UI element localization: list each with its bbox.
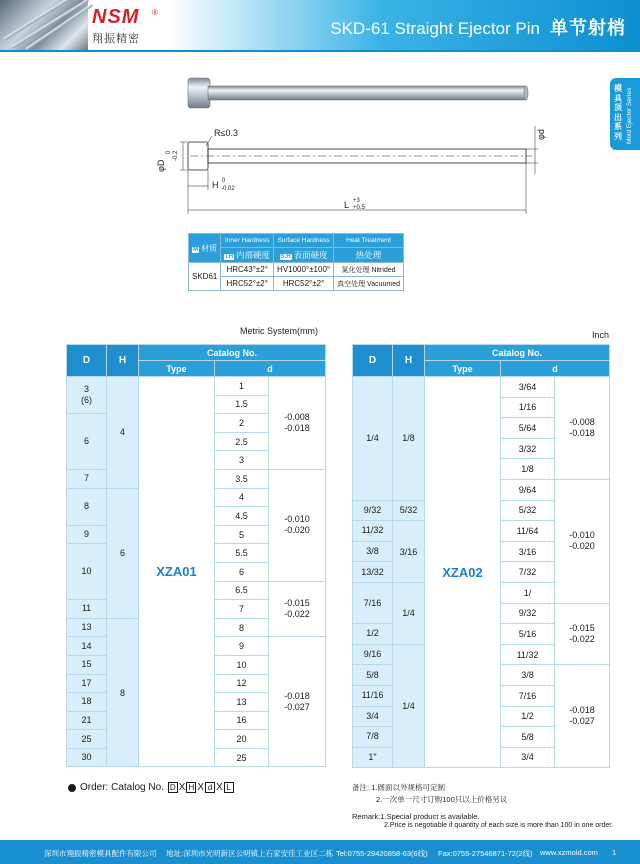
- cell-D: 15: [67, 655, 107, 674]
- order-box-L: L: [224, 782, 234, 793]
- inner-hardness-1: HRC43°±2°: [221, 263, 274, 277]
- cell-D: 7/8: [353, 727, 393, 748]
- cell-d: 3/32: [501, 438, 555, 459]
- footer-tel: Tel:0755-29420858-63(6线): [336, 849, 428, 858]
- cell-d: 5.5: [215, 544, 269, 563]
- metric-catalog-table: [66, 344, 326, 767]
- cell-d: 8: [215, 618, 269, 637]
- cell-D: 14: [67, 637, 107, 656]
- cell-D: 3/4: [353, 706, 393, 727]
- metric-system-label: Metric System(mm): [240, 326, 318, 336]
- bullet-icon: [68, 784, 76, 792]
- cell-D: 3 (6): [67, 377, 107, 414]
- remark-cn-1: [352, 782, 445, 793]
- cell-d: 6: [215, 562, 269, 581]
- surface-hardness-2: HRC52°±2°: [274, 277, 334, 291]
- cell-D: 21: [67, 711, 107, 730]
- cell-H: 3/16: [393, 521, 425, 583]
- surface-hardness-1: HV1000°±100°: [274, 263, 334, 277]
- surface-hardness-cn-cell: [274, 248, 334, 263]
- cell-D: 13: [67, 618, 107, 637]
- col-d-header: d: [215, 361, 326, 377]
- ejector-pin-drawing: [140, 62, 550, 222]
- cell-D: 11/16: [353, 685, 393, 706]
- radius-label: R≤0.3: [214, 128, 238, 138]
- cell-D: 25: [67, 730, 107, 749]
- cell-D: 13/32: [353, 562, 393, 583]
- cell-D: 11/32: [353, 521, 393, 542]
- inner-tag: I.H: [225, 254, 234, 260]
- cell-d: 1/: [501, 582, 555, 603]
- header-bar: [168, 0, 640, 50]
- cell-tolerance: -0.015 -0.022: [555, 603, 610, 665]
- D-tol-lower: -0.2: [173, 150, 179, 161]
- cell-H: 4: [107, 377, 139, 489]
- cell-d: 9/64: [501, 479, 555, 500]
- cell-d: 5/8: [501, 727, 555, 748]
- cell-d: 7/16: [501, 685, 555, 706]
- order-line: [68, 782, 235, 793]
- cell-D: 7/16: [353, 582, 393, 623]
- inner-hardness-2: HRC52°±2°: [221, 277, 274, 291]
- cell-d: 3: [215, 451, 269, 470]
- cell-D: 1": [353, 747, 393, 768]
- brand-name-cn: 翔振精密: [92, 33, 140, 45]
- pin-photo: [188, 78, 528, 108]
- inch-catalog-table: [352, 344, 610, 768]
- material-label: 材质: [201, 243, 218, 253]
- cell-D: 17: [67, 674, 107, 693]
- page-title-en: SKD-61 Straight Ejector Pin: [330, 19, 540, 38]
- cell-d: 11/32: [501, 644, 555, 665]
- inch-system-label: Inch: [592, 330, 610, 340]
- cell-d: 7/32: [501, 562, 555, 583]
- page-footer: [0, 840, 640, 864]
- cell-d: 11/64: [501, 521, 555, 542]
- col-D-header: D: [67, 345, 107, 377]
- cell-d: 9: [215, 637, 269, 656]
- cell-d: 3/64: [501, 377, 555, 398]
- material-header: [189, 234, 221, 263]
- col-d-header: d: [501, 361, 610, 377]
- cell-D: 8: [67, 488, 107, 525]
- heat-treatment-1: 氮化处理 Nitrided: [334, 263, 404, 277]
- table-row: [353, 377, 610, 398]
- cell-H: 5/32: [393, 500, 425, 521]
- cell-d: 1/16: [501, 397, 555, 418]
- cell-d: 6.5: [215, 581, 269, 600]
- cell-d: 5/64: [501, 418, 555, 439]
- order-x-3: X: [216, 782, 223, 794]
- side-tab: [610, 78, 640, 150]
- cell-H: 1/4: [393, 644, 425, 768]
- cell-D: 10: [67, 544, 107, 600]
- surface-tag: S.H: [280, 254, 291, 260]
- col-H-header: H: [107, 345, 139, 377]
- order-prefix: Order: Catalog No.: [80, 782, 164, 794]
- cell-d: 1/8: [501, 459, 555, 480]
- surface-hardness-cn: 表面硬度: [293, 250, 328, 260]
- remark-en-line2: 2.Price is negotiable if quantity of each size is more than 100 in one order.: [384, 822, 614, 829]
- cell-D: 18: [67, 693, 107, 712]
- cell-d: 16: [215, 711, 269, 730]
- page-title: [330, 14, 626, 40]
- cell-tolerance: -0.015 -0.022: [269, 581, 326, 637]
- D-label: φD: [156, 159, 166, 172]
- d-label: φd: [536, 129, 546, 140]
- cell-tolerance: -0.018 -0.027: [555, 665, 610, 768]
- cell-d: 1: [215, 377, 269, 396]
- cell-D: 30: [67, 748, 107, 767]
- footer-company: 深圳市翔振精密模具配件有限公司: [44, 849, 157, 858]
- cell-d: 25: [215, 748, 269, 767]
- cell-d: 7: [215, 600, 269, 619]
- cell-d: 3.5: [215, 469, 269, 488]
- D-tol-upper: 0: [166, 150, 172, 154]
- cell-tolerance: -0.008 -0.018: [269, 377, 326, 470]
- heat-treatment-2: 真空处理 Vacuumed: [334, 277, 404, 291]
- H-tol-lower: -0.02: [221, 186, 235, 192]
- cell-d: 1.5: [215, 395, 269, 414]
- col-D-header: D: [353, 345, 393, 377]
- cell-D: 1/2: [353, 624, 393, 645]
- material-tag: M: [193, 246, 199, 253]
- order-box-D: D: [168, 782, 178, 793]
- col-type-header: Type: [425, 361, 501, 377]
- header-divider: [0, 50, 640, 52]
- L-tol-upper: +3: [353, 198, 360, 204]
- col-type-header: Type: [139, 361, 215, 377]
- remark-cn-line1: 1.圆面以外规格可定制: [371, 783, 445, 792]
- cell-D: 1/4: [353, 377, 393, 501]
- ejector-pins-photo: [0, 0, 88, 50]
- cell-type: XZA01: [139, 377, 215, 767]
- cell-D: 6: [67, 414, 107, 470]
- col-H-header: H: [393, 345, 425, 377]
- side-tab-en: Mold Ejector Series: [626, 87, 633, 144]
- hardness-table: [188, 233, 404, 291]
- L-label: L: [344, 200, 350, 210]
- H-tol-upper: 0: [222, 178, 226, 184]
- cell-type: XZA02: [425, 377, 501, 768]
- cell-D: 5/8: [353, 665, 393, 686]
- cell-D: 9/32: [353, 500, 393, 521]
- side-tab-cn: 模具顶出系列: [614, 84, 622, 141]
- cell-D: 3/8: [353, 541, 393, 562]
- remark-en-line1: Remark:1.Special product is available.: [352, 812, 480, 821]
- cell-d: 1/2: [501, 706, 555, 727]
- cell-tolerance: -0.010 -0.020: [555, 479, 610, 603]
- cell-D: 9: [67, 525, 107, 544]
- cell-d: 20: [215, 730, 269, 749]
- cell-H: 1/4: [393, 582, 425, 644]
- cell-d: 4.5: [215, 507, 269, 526]
- registered-mark: ®: [152, 8, 158, 17]
- cell-d: 5: [215, 525, 269, 544]
- cell-tolerance: -0.018 -0.027: [269, 637, 326, 767]
- heat-treatment-en: Heat Treatment: [334, 234, 404, 248]
- order-box-H: H: [186, 782, 196, 793]
- cell-H: 8: [107, 618, 139, 767]
- cell-tolerance: -0.010 -0.020: [269, 469, 326, 581]
- footer-page-number: 1: [612, 848, 617, 857]
- footer-fax: Fax:0755-27546871-72(2线): [438, 849, 533, 858]
- cell-D: 9/16: [353, 644, 393, 665]
- L-tol-lower: +0.5: [353, 205, 365, 211]
- brand-name: NSM: [92, 6, 140, 28]
- cell-d: 3/16: [501, 541, 555, 562]
- table-row: [67, 377, 326, 396]
- cell-H: 1/8: [393, 377, 425, 501]
- cell-H: 6: [107, 488, 139, 618]
- col-catalog-header: Catalog No.: [139, 345, 326, 361]
- cell-tolerance: -0.008 -0.018: [555, 377, 610, 480]
- H-label: H: [212, 180, 219, 190]
- cell-d: 2.5: [215, 432, 269, 451]
- inner-hardness-cn-cell: [221, 248, 274, 263]
- page-title-cn: 单节射梢: [550, 18, 626, 38]
- heat-treatment-cn: 热处理: [334, 248, 404, 263]
- cell-d: 3/4: [501, 747, 555, 768]
- cell-d: 12: [215, 674, 269, 693]
- order-box-d: d: [205, 782, 215, 793]
- page-header: [0, 0, 640, 50]
- cell-d: 10: [215, 655, 269, 674]
- cell-d: 9/32: [501, 603, 555, 624]
- cell-d: 2: [215, 414, 269, 433]
- footer-address: 地址:深圳市光明新区公明镇上石家安佳工业区二栋: [166, 849, 334, 858]
- col-catalog-header: Catalog No.: [425, 345, 610, 361]
- remark-cn-line2: 2.一次单一尺寸订购100只以上价格另议: [376, 795, 508, 804]
- company-logo: [92, 6, 162, 46]
- cell-D: 11: [67, 600, 107, 619]
- inner-hardness-en: Inner Hardness: [221, 234, 274, 248]
- cell-d: 3/8: [501, 665, 555, 686]
- remark-cn-label: 备注:: [352, 783, 370, 792]
- inner-hardness-cn: 内部硬度: [236, 250, 271, 260]
- cell-d: 5/32: [501, 500, 555, 521]
- order-x-2: X: [197, 782, 205, 794]
- cell-d: 5/16: [501, 624, 555, 645]
- order-x-1: X: [178, 782, 186, 794]
- surface-hardness-en: Surface Hardness: [274, 234, 334, 248]
- cell-d: 13: [215, 693, 269, 712]
- cell-d: 4: [215, 488, 269, 507]
- footer-web: www.xzmold.com: [540, 848, 598, 857]
- material-value: SKD61: [189, 263, 221, 291]
- cell-D: 7: [67, 469, 107, 488]
